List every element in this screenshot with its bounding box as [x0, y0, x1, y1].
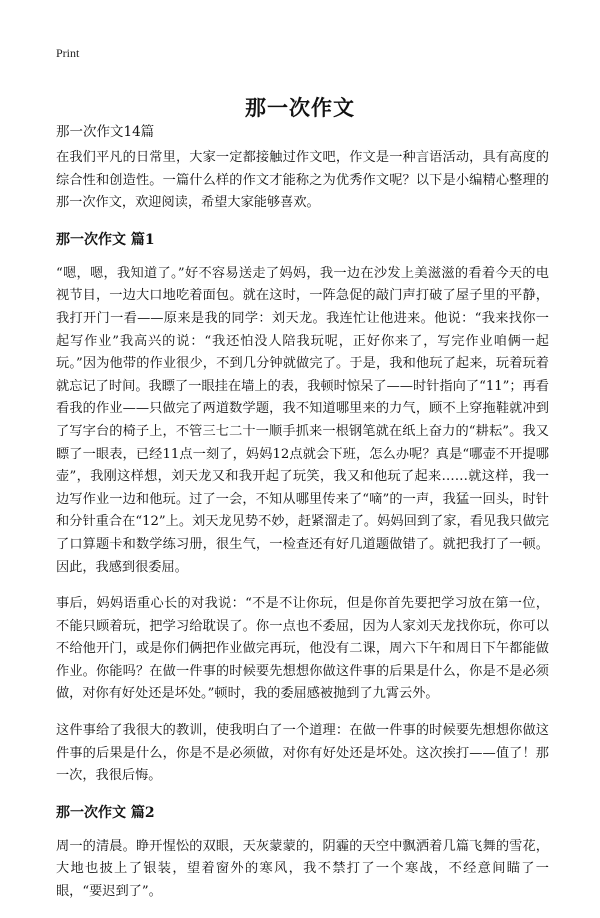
section1-paragraph-3: 这件事给了我很大的教训，使我明白了一个道理：在做一件事的时候要先想想你做这件事的后果是什么，你是不是必须做，对你有好处还是坏处。这次挨打——值了！那一次，我很后悔。 — [56, 723, 549, 784]
section2-paragraph-1: 周一的清晨。睁开惺忪的双眼，天灰蒙蒙的，阴霾的天空中飘洒着几篇飞舞的雪花，大地也披上了银装，望着窗外的寒风，我不禁打了一个寒战，不经意间瞄了一眼，“要迟到了”。 — [56, 838, 549, 900]
section-heading-1: 那一次作文 篇1 — [56, 231, 155, 248]
intro-paragraph: 在我们平凡的日常里，大家一定都接触过作文吧，作文是一种言语活动，具有高度的综合性和创造性。一篇什么样的作文才能称之为优秀作文呢？以下是小编精心整理的那一次作文，欢迎阅读，希望大家能够喜欢。 — [56, 150, 549, 211]
page-title: 那一次作文 — [245, 95, 355, 121]
print-link[interactable]: Print — [56, 46, 80, 60]
section-heading-2: 那一次作文 篇2 — [56, 804, 155, 821]
section1-paragraph-1: “嗯，嗯，我知道了。”好不容易送走了妈妈，我一边在沙发上美滋滋的看着今天的电视节目，一边大口地吃着面包。就在这时，一阵急促的敲门声打破了屋子里的平静，我打开门一看——原来是我的同学：刘天龙。我连忙让他进来。他说：“我来找你一起写作业”我高兴的说：“我还怕没人陪我玩呢，正好你来了，写完作业咱俩一起玩。”因为他带的作业很少，不到几分钟就做完了。于是，我和他玩了起来，玩着玩着就忘记了时间。我瞟了一眼挂在墙上的表，我顿时惊呆了——时针指向了“11”；再看看我的作业——只做完了两道数学题，我不知道哪里来的力气，顾不上穿拖鞋就冲到了写字台的椅子上，不管三七二十一顺手抓来一根钢笔就在纸上奋力的“耕耘”。我又瞟了一眼表，已经11点一刻了，妈妈12点就会下班，怎么办呢？真是“哪壶不开提哪壶”，我刚这样想，刘天龙又和我开起了玩笑，我又和他玩了起来……就这样，我一边写作业一边和他玩。过了一会，不知从哪里传来了“嘀”的一声，我猛一回头，时针和分针重合在“12”上。刘天龙见势不妙，赶紧溜走了。妈妈回到了家，看见我只做完了口算题卡和数学练习册，很生气，一检查还有好几道题做错了。就把我打了一顿。因此，我感到很委屈。 — [56, 265, 549, 575]
section1-paragraph-2: 事后，妈妈语重心长的对我说：“不是不让你玩，但是你首先要把学习放在第一位，不能只顾着玩，把学习给耽误了。你一点也不委屈，因为人家刘天龙找你玩，你可以不给他开门，或是你们俩把作业做完再玩，他没有二课，周六下午和周日下午都能做作业。你能吗？在做一件事的时候要先想想你做这件事的后果是什么，你是不是必须做，对你有好处还是坏处。”顿时，我的委屈感被抛到了九霄云外。 — [56, 596, 549, 702]
article-body — [56, 147, 549, 918]
document-subtitle: 那一次作文14篇 — [56, 124, 155, 140]
